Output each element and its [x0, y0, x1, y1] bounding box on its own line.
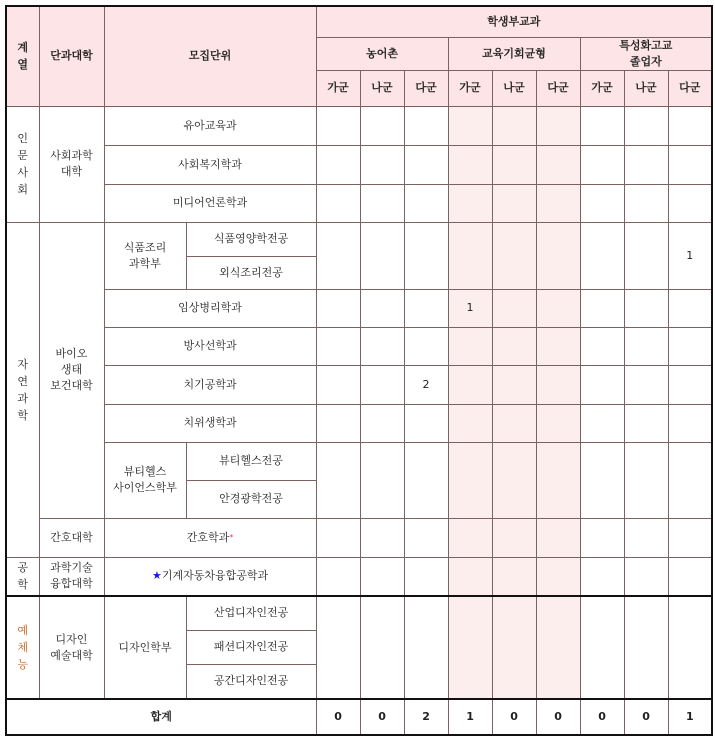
value-cell — [360, 327, 404, 365]
header-group: 교육기회균형 — [448, 37, 580, 70]
value-cell — [536, 596, 580, 699]
value-cell — [448, 222, 492, 289]
value-cell — [404, 106, 448, 145]
value-cell — [492, 289, 536, 327]
value-cell — [580, 365, 624, 404]
value-cell — [448, 557, 492, 596]
track-science: 자 연 과 학 — [6, 222, 39, 557]
value-cell — [404, 327, 448, 365]
value-cell — [492, 596, 536, 699]
track-arts: 예 체 능 — [6, 596, 39, 699]
value-cell — [624, 289, 668, 327]
value-cell — [624, 404, 668, 442]
value-cell — [536, 289, 580, 327]
header-sub: 나군 — [492, 70, 536, 106]
value-cell — [492, 365, 536, 404]
value-cell — [316, 106, 360, 145]
value-cell — [448, 404, 492, 442]
unit: 공간디자인전공 — [186, 664, 316, 699]
value-cell — [448, 442, 492, 518]
value-cell — [492, 404, 536, 442]
value-cell — [536, 557, 580, 596]
value-cell — [316, 289, 360, 327]
header-sub: 다군 — [668, 70, 712, 106]
header-sub: 가군 — [448, 70, 492, 106]
total-value: 0 — [492, 699, 536, 735]
header-track: 계 열 — [6, 6, 39, 106]
value-cell — [536, 365, 580, 404]
value-cell — [580, 327, 624, 365]
total-label: 합계 — [6, 699, 316, 735]
college-nursing: 간호대학 — [39, 518, 104, 557]
value-cell — [492, 222, 536, 289]
value-cell: 1 — [448, 289, 492, 327]
value-cell — [668, 327, 712, 365]
dept-food: 식품조리 과학부 — [104, 222, 186, 289]
value-cell — [360, 404, 404, 442]
header-group: 특성화고교 졸업자 — [580, 37, 712, 70]
unit: 식품영양학전공 — [186, 222, 316, 256]
value-cell — [668, 518, 712, 557]
value-cell — [668, 289, 712, 327]
value-cell — [624, 106, 668, 145]
value-cell — [668, 596, 712, 699]
value-cell — [536, 442, 580, 518]
value-cell — [624, 442, 668, 518]
value-cell — [668, 145, 712, 184]
value-cell — [668, 106, 712, 145]
value-cell — [492, 518, 536, 557]
unit: 미디어언론학과 — [104, 184, 316, 222]
total-value: 1 — [668, 699, 712, 735]
value-cell — [404, 596, 448, 699]
value-cell — [580, 442, 624, 518]
value-cell — [580, 222, 624, 289]
value-cell — [580, 404, 624, 442]
value-cell — [624, 327, 668, 365]
value-cell — [316, 327, 360, 365]
value-cell — [536, 106, 580, 145]
value-cell — [404, 289, 448, 327]
header-sub: 다군 — [536, 70, 580, 106]
value-cell — [624, 145, 668, 184]
value-cell — [360, 557, 404, 596]
value-cell: 1 — [668, 222, 712, 289]
value-cell — [404, 222, 448, 289]
value-cell — [448, 518, 492, 557]
value-cell — [536, 404, 580, 442]
header-college: 단과대학 — [39, 6, 104, 106]
asterisk-mark: * — [229, 532, 234, 542]
unit: 유아교육과 — [104, 106, 316, 145]
value-cell — [360, 184, 404, 222]
value-cell — [360, 596, 404, 699]
value-cell — [360, 442, 404, 518]
value-cell — [360, 518, 404, 557]
unit-nursing — [104, 518, 316, 557]
value-cell — [492, 557, 536, 596]
value-cell — [624, 365, 668, 404]
college-tech: 과학기술 융합대학 — [39, 557, 104, 596]
value-cell — [316, 442, 360, 518]
unit: 치기공학과 — [104, 365, 316, 404]
value-cell — [492, 327, 536, 365]
track-engineering: 공 학 — [6, 557, 39, 596]
value-cell — [668, 442, 712, 518]
unit: 임상병리학과 — [104, 289, 316, 327]
value-cell — [580, 518, 624, 557]
track-humanities: 인 문 사 회 — [6, 106, 39, 222]
unit: 산업디자인전공 — [186, 596, 316, 630]
value-cell — [448, 145, 492, 184]
header-main: 학생부교과 — [316, 6, 712, 37]
value-cell — [448, 184, 492, 222]
value-cell — [668, 557, 712, 596]
dept-beauty: 뷰티헬스 사이언스학부 — [104, 442, 186, 518]
value-cell — [316, 145, 360, 184]
value-cell — [448, 106, 492, 145]
value-cell — [404, 404, 448, 442]
value-cell — [536, 145, 580, 184]
value-cell — [668, 365, 712, 404]
value-cell — [404, 184, 448, 222]
value-cell — [316, 596, 360, 699]
value-cell — [536, 222, 580, 289]
value-cell — [448, 365, 492, 404]
total-value: 0 — [360, 699, 404, 735]
unit: 외식조리전공 — [186, 256, 316, 289]
value-cell — [316, 184, 360, 222]
value-cell — [448, 596, 492, 699]
value-cell — [536, 518, 580, 557]
value-cell — [580, 145, 624, 184]
value-cell — [536, 327, 580, 365]
unit: 안경광학전공 — [186, 480, 316, 518]
value-cell — [316, 518, 360, 557]
header-sub: 나군 — [624, 70, 668, 106]
value-cell — [492, 442, 536, 518]
value-cell — [580, 289, 624, 327]
value-cell: 2 — [404, 365, 448, 404]
value-cell — [448, 327, 492, 365]
value-cell — [580, 557, 624, 596]
total-value: 1 — [448, 699, 492, 735]
value-cell — [316, 365, 360, 404]
value-cell — [404, 518, 448, 557]
college-social: 사회과학 대학 — [39, 106, 104, 222]
unit: 치위생학과 — [104, 404, 316, 442]
value-cell — [316, 404, 360, 442]
total-value: 0 — [580, 699, 624, 735]
value-cell — [624, 557, 668, 596]
total-value: 2 — [404, 699, 448, 735]
value-cell — [492, 145, 536, 184]
value-cell — [360, 106, 404, 145]
value-cell — [580, 596, 624, 699]
unit-label: 기계자동차융합공학과 — [161, 569, 269, 583]
value-cell — [624, 518, 668, 557]
header-sub: 나군 — [360, 70, 404, 106]
value-cell — [624, 184, 668, 222]
header-sub: 가군 — [316, 70, 360, 106]
value-cell — [404, 557, 448, 596]
value-cell — [536, 184, 580, 222]
value-cell — [624, 596, 668, 699]
header-sub: 다군 — [404, 70, 448, 106]
star-icon: ★ — [151, 569, 162, 583]
value-cell — [492, 106, 536, 145]
header-group: 농어촌 — [316, 37, 448, 70]
value-cell — [492, 184, 536, 222]
value-cell — [624, 222, 668, 289]
total-value: 0 — [536, 699, 580, 735]
value-cell — [580, 184, 624, 222]
college-design: 디자인 예술대학 — [39, 596, 104, 699]
header-sub: 가군 — [580, 70, 624, 106]
header-unit: 모집단위 — [104, 6, 316, 106]
value-cell — [404, 145, 448, 184]
value-cell — [580, 106, 624, 145]
dept-design: 디자인학부 — [104, 596, 186, 699]
value-cell — [668, 184, 712, 222]
unit: 뷰티헬스전공 — [186, 442, 316, 480]
value-cell — [360, 289, 404, 327]
unit-mechanical — [104, 557, 316, 596]
value-cell — [316, 557, 360, 596]
value-cell — [404, 442, 448, 518]
unit: 패션디자인전공 — [186, 630, 316, 664]
value-cell — [316, 222, 360, 289]
total-value: 0 — [624, 699, 668, 735]
value-cell — [360, 222, 404, 289]
total-value: 0 — [316, 699, 360, 735]
value-cell — [360, 365, 404, 404]
value-cell — [360, 145, 404, 184]
unit: 사회복지학과 — [104, 145, 316, 184]
unit: 방사선학과 — [104, 327, 316, 365]
admission-table — [5, 5, 713, 736]
value-cell — [668, 404, 712, 442]
unit-label: 간호학과 — [186, 530, 230, 544]
college-bio: 바이오 생태 보건대학 — [39, 222, 104, 518]
